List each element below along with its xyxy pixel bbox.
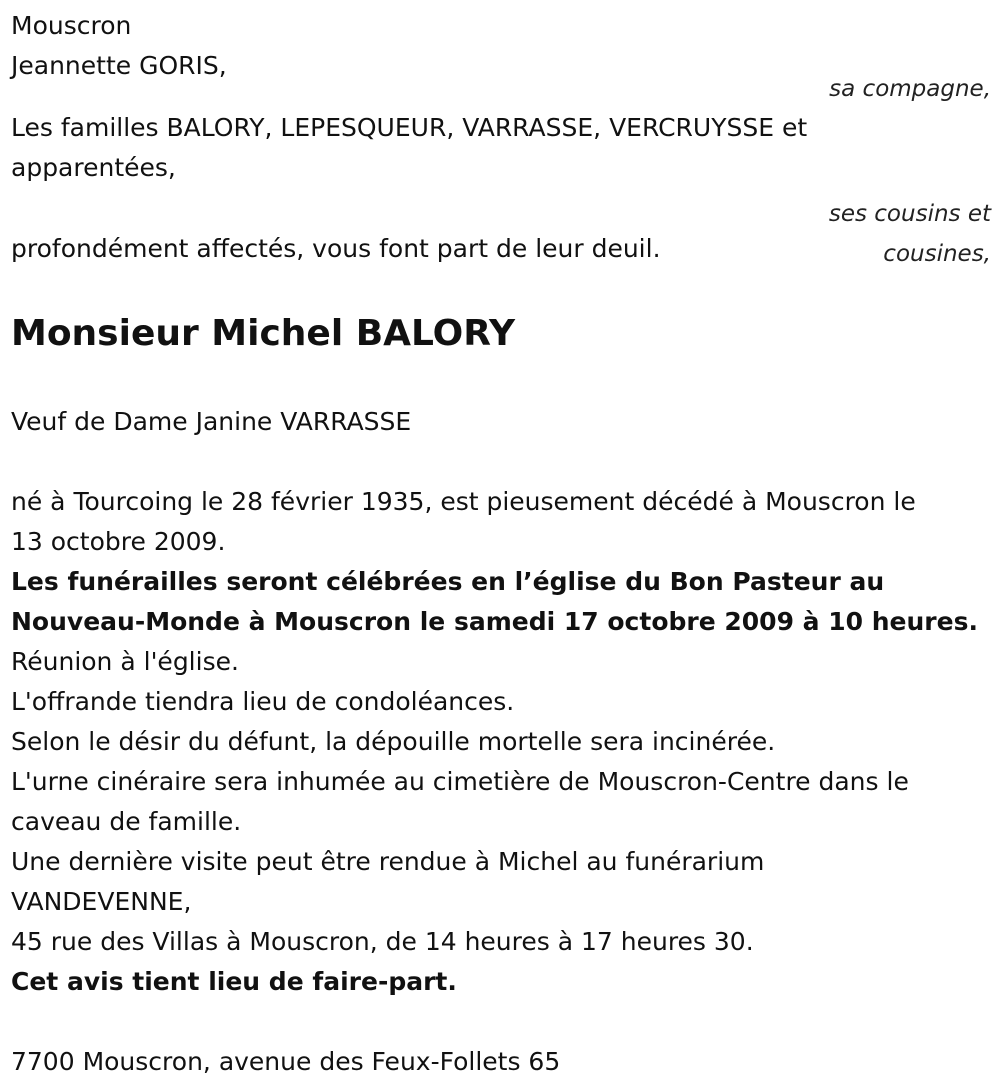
meeting-line: Réunion à l'église. (11, 647, 239, 676)
obituary-notice (11, 6, 991, 1082)
cremation-line: Selon le désir du défunt, la dépouille mortelle sera incinérée. (11, 727, 776, 756)
closing-line: profondément affectés, vous font part de leur deuil. (11, 234, 661, 263)
city-line: Mouscron (11, 11, 132, 40)
address-line: 7700 Mouscron, avenue des Feux-Follets 65 (11, 1047, 561, 1076)
notice-line: Cet avis tient lieu de faire-part. (11, 967, 457, 996)
families-role-line-1: ses cousins et (828, 201, 991, 227)
birth-line-2: 13 octobre 2009. (11, 527, 226, 556)
visit-line-1: Une dernière visite peut être rendue à Michel au funérarium (11, 847, 765, 876)
partner-name: Jeannette GORIS, (11, 51, 227, 80)
urn-line-2: caveau de famille. (11, 807, 242, 836)
deceased-name: Monsieur Michel BALORY (11, 313, 516, 354)
families-role-line-2: cousines, (883, 241, 991, 267)
partner-role: sa compagne, (829, 76, 991, 102)
funeral-line-2: Nouveau-Monde à Mouscron le samedi 17 octobre 2009 à 10 heures. (11, 607, 978, 636)
families-line-1: Les familles BALORY, LEPESQUEUR, VARRASSE, VERCRUYSSE et (11, 113, 808, 142)
birth-line-1: né à Tourcoing le 28 février 1935, est pieusement décédé à Mouscron le (11, 487, 916, 516)
offering-line: L'offrande tiendra lieu de condoléances. (11, 687, 515, 716)
visit-line-2: VANDEVENNE, (11, 887, 192, 916)
widower-line: Veuf de Dame Janine VARRASSE (11, 407, 412, 436)
funeral-line-1: Les funérailles seront célébrées en l’église du Bon Pasteur au (11, 567, 885, 596)
urn-line-1: L'urne cinéraire sera inhumée au cimetière de Mouscron-Centre dans le (11, 767, 909, 796)
partner-block (11, 46, 991, 102)
families-line-2: apparentées, (11, 153, 176, 182)
visit-line-3: 45 rue des Villas à Mouscron, de 14 heures à 17 heures 30. (11, 927, 754, 956)
